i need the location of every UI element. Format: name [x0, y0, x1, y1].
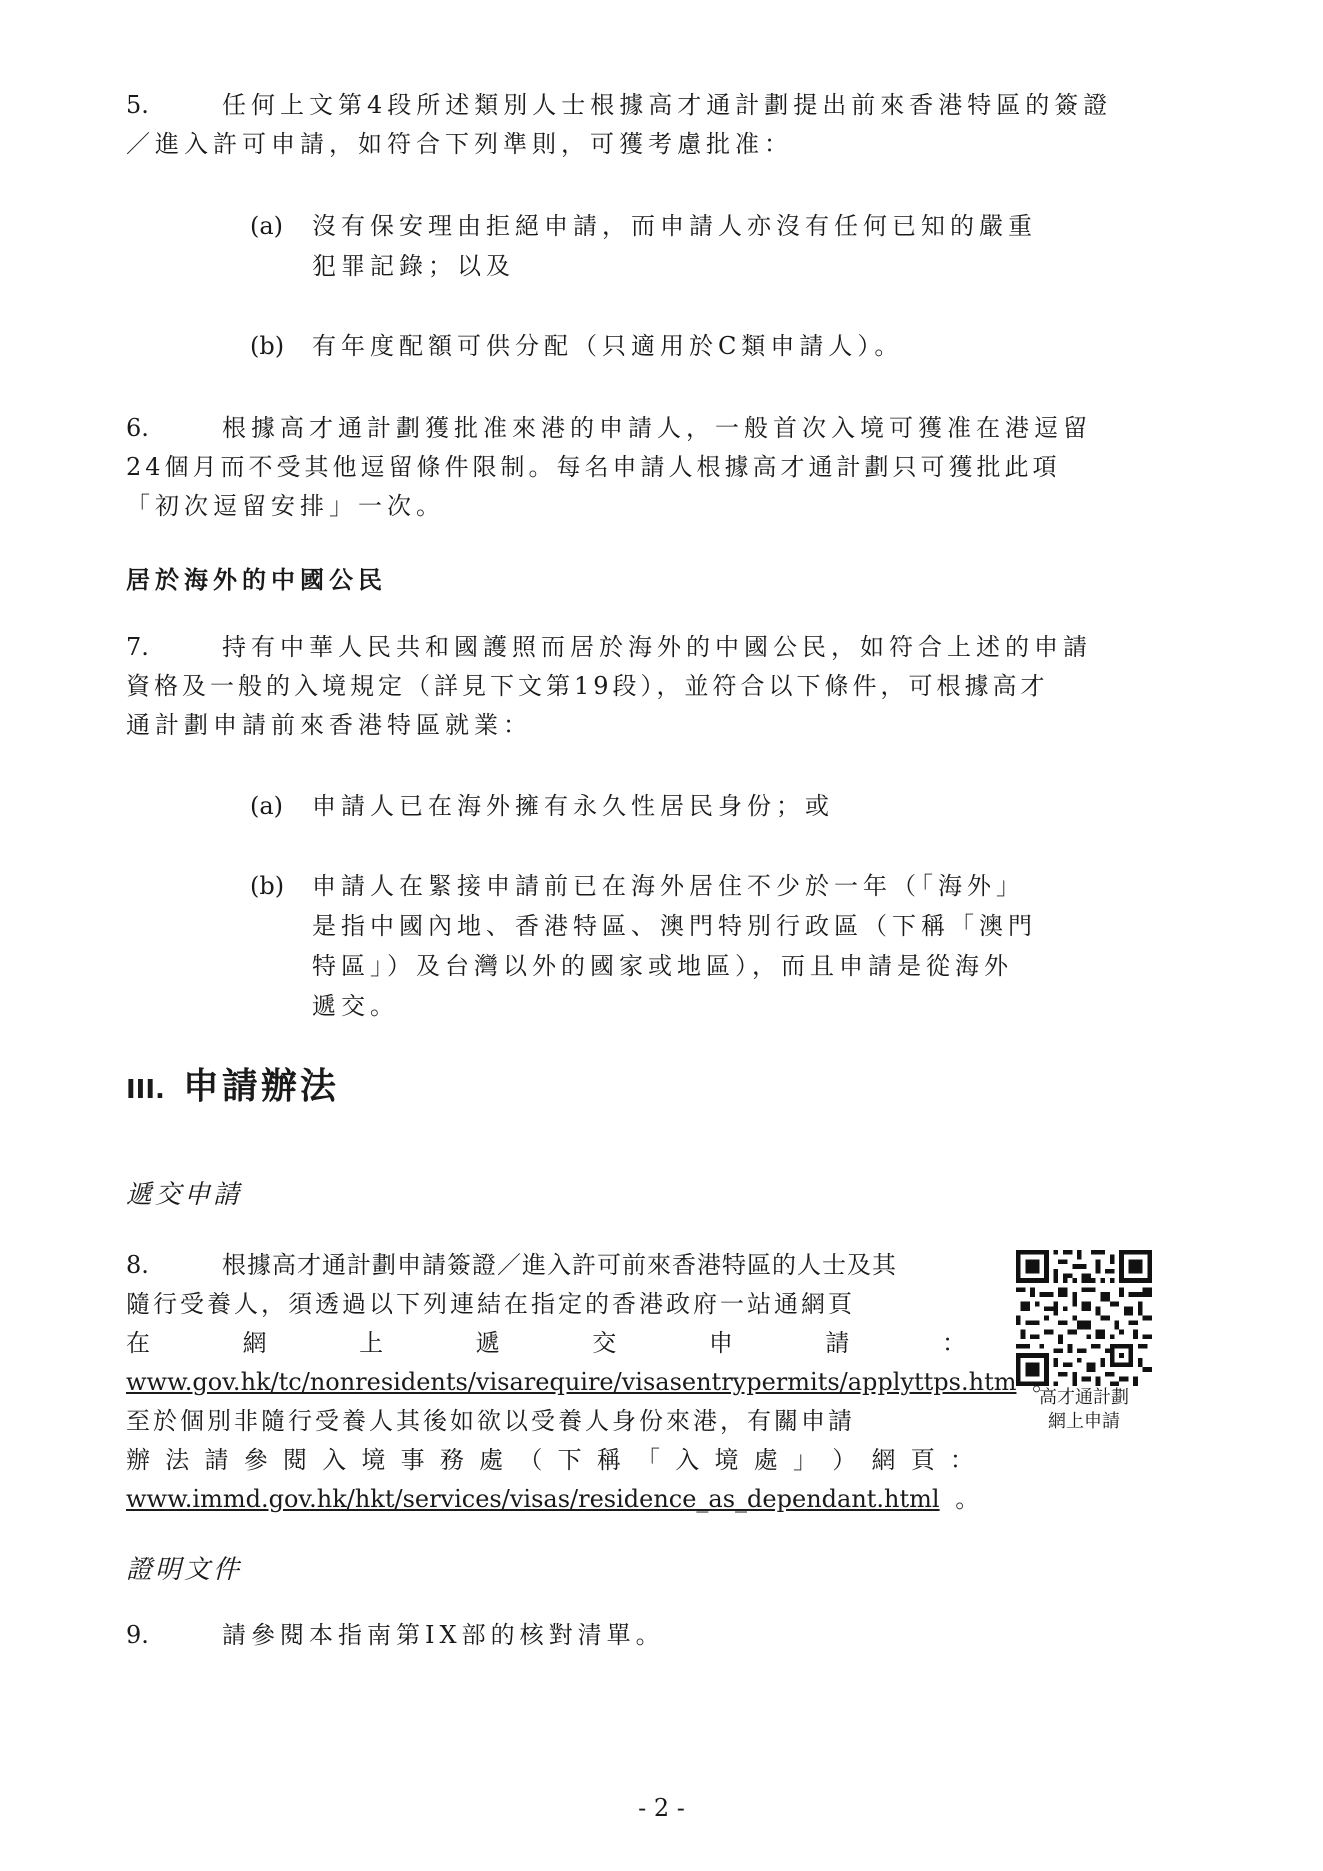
para8-link2-suffix: 。 [955, 1485, 980, 1513]
para8-line3-char: 上 [359, 1329, 384, 1357]
para8-line3-char: 申 [708, 1329, 733, 1357]
para5-b-line1: 有年度配額可供分配（只適用於C類申請人）。 [312, 332, 904, 360]
para7-a-label: (a) [250, 792, 284, 820]
para7-b-line2: 是指中國內地、香港特區、澳門特別行政區（下稱「澳門 [312, 912, 1037, 940]
para7-line1: 持有中華人民共和國護照而居於海外的中國公民，如符合上述的申請 [222, 633, 1092, 661]
para8-line6-char: 境 [714, 1446, 739, 1474]
para5-line2: ／進入許可申請，如符合下列準則，可獲考慮批准： [126, 130, 793, 158]
para8-line6-char: ： [949, 1446, 974, 1474]
heading-submit-application: 遞交申請 [126, 1180, 243, 1210]
para8-line6-char: 下 [557, 1446, 582, 1474]
para7-b-label: (b) [250, 872, 285, 900]
page-number: - 2 - [638, 1794, 685, 1822]
para7-line3: 通計劃申請前來香港特區就業： [126, 711, 532, 739]
para8-line2: 隨行受養人，須透過以下列連結在指定的香港政府一站通網頁 [126, 1290, 855, 1318]
para6-number: 6. [126, 414, 149, 442]
qr-code-icon[interactable] [1016, 1250, 1152, 1386]
para5-number: 5. [126, 91, 149, 119]
para6-line2: 24個月而不受其他逗留條件限制。每名申請人根據高才通計劃只可獲批此項 [126, 453, 1061, 481]
para5-a-label: (a) [250, 212, 284, 240]
para8-line6 [126, 1440, 974, 1480]
section-title: 申請辦法 [182, 1066, 339, 1107]
para8-line6-char: 「 [636, 1446, 661, 1474]
heading-overseas-chinese: 居於海外的中國公民 [126, 566, 387, 594]
para8-line3-char: ： [941, 1329, 966, 1357]
section-heading [126, 1062, 339, 1115]
para8-line6-char: 務 [439, 1446, 464, 1474]
para8-line6-char: ） [832, 1446, 857, 1474]
para5-line1: 任何上文第4段所述類別人士根據高才通計劃提出前來香港特區的簽證 [222, 91, 1113, 119]
para6-line3: 「初次逗留安排」一次。 [126, 492, 445, 520]
heading-supporting-documents: 證明文件 [126, 1555, 243, 1585]
para5-a-line1: 沒有保安理由拒絕申請，而申請人亦沒有任何已知的嚴重 [312, 212, 1037, 240]
para8-line6-char: 請 [204, 1446, 229, 1474]
para5-a-line2: 犯罪記錄；以及 [312, 252, 515, 280]
para8-line3-char: 在 [126, 1329, 150, 1357]
para8-link1-row [126, 1362, 1056, 1402]
para8-line3-char: 交 [592, 1329, 617, 1357]
para7-b-line3: 特區」）及台灣以外的國家或地區），而且申請是從海外 [312, 952, 1013, 980]
visa-application-link[interactable]: www.gov.hk/tc/nonresidents/visarequire/visasentrypermits/applyttps.htm [126, 1368, 1017, 1396]
para8-line6-char: 閱 [282, 1446, 307, 1474]
para7-a-line1: 申請人已在海外擁有永久性居民身份；或 [312, 792, 834, 820]
para8-line6-char: 網 [871, 1446, 896, 1474]
para8-line6-char: 事 [400, 1446, 425, 1474]
para8-line3-char: 請 [825, 1329, 850, 1357]
para8-line6-char: 境 [361, 1446, 386, 1474]
para8-line6-char: 處 [479, 1446, 504, 1474]
para7-b-line4: 遞交。 [312, 992, 399, 1020]
para8-line6-char: 法 [165, 1446, 190, 1474]
dependant-residence-link[interactable]: www.immd.gov.hk/hkt/services/visas/residence_as_dependant.html [126, 1485, 940, 1513]
para8-line5: 至於個別非隨行受養人其後如欲以受養人身份來港，有關申請 [126, 1407, 855, 1435]
para6-line1: 根據高才通計劃獲批准來港的申請人，一般首次入境可獲准在港逗留 [222, 414, 1092, 442]
para8-number: 8. [126, 1251, 149, 1279]
para7-number: 7. [126, 633, 149, 661]
para7-b-line1: 申請人在緊接申請前已在海外居住不少於一年（「海外」 [312, 872, 1025, 900]
para8-line3-char: 網 [242, 1329, 267, 1357]
para8-line6-char: 參 [243, 1446, 268, 1474]
para8-link2-row [126, 1479, 979, 1519]
para8-line6-char: 」 [792, 1446, 817, 1474]
para8-line6-char: 辦 [126, 1446, 150, 1474]
para7-line2: 資格及一般的入境規定（詳見下文第19段），並符合以下條件，可根據高才 [126, 672, 1049, 700]
para8-line6-char: 入 [322, 1446, 347, 1474]
para8-line6-char: （ [518, 1446, 543, 1474]
para8-line6-char: 頁 [910, 1446, 935, 1474]
para8-line6-char: 處 [753, 1446, 778, 1474]
para9-number: 9. [126, 1621, 149, 1649]
para8-line6-char: 稱 [596, 1446, 621, 1474]
qr-caption-line2: 網上申請 [1048, 1411, 1120, 1432]
para8-line1: 根據高才通計劃申請簽證／進入許可前來香港特區的人士及其 [222, 1251, 897, 1279]
para9-line1: 請參閱本指南第IX部的核對清單。 [222, 1621, 665, 1649]
para5-b-label: (b) [250, 332, 285, 360]
qr-caption-line1: 高才通計劃 [1039, 1387, 1129, 1408]
para8-line6-char: 入 [675, 1446, 700, 1474]
para8-line3-char: 遞 [475, 1329, 500, 1357]
section-number: III. [126, 1075, 165, 1105]
para8-line3 [126, 1323, 966, 1363]
